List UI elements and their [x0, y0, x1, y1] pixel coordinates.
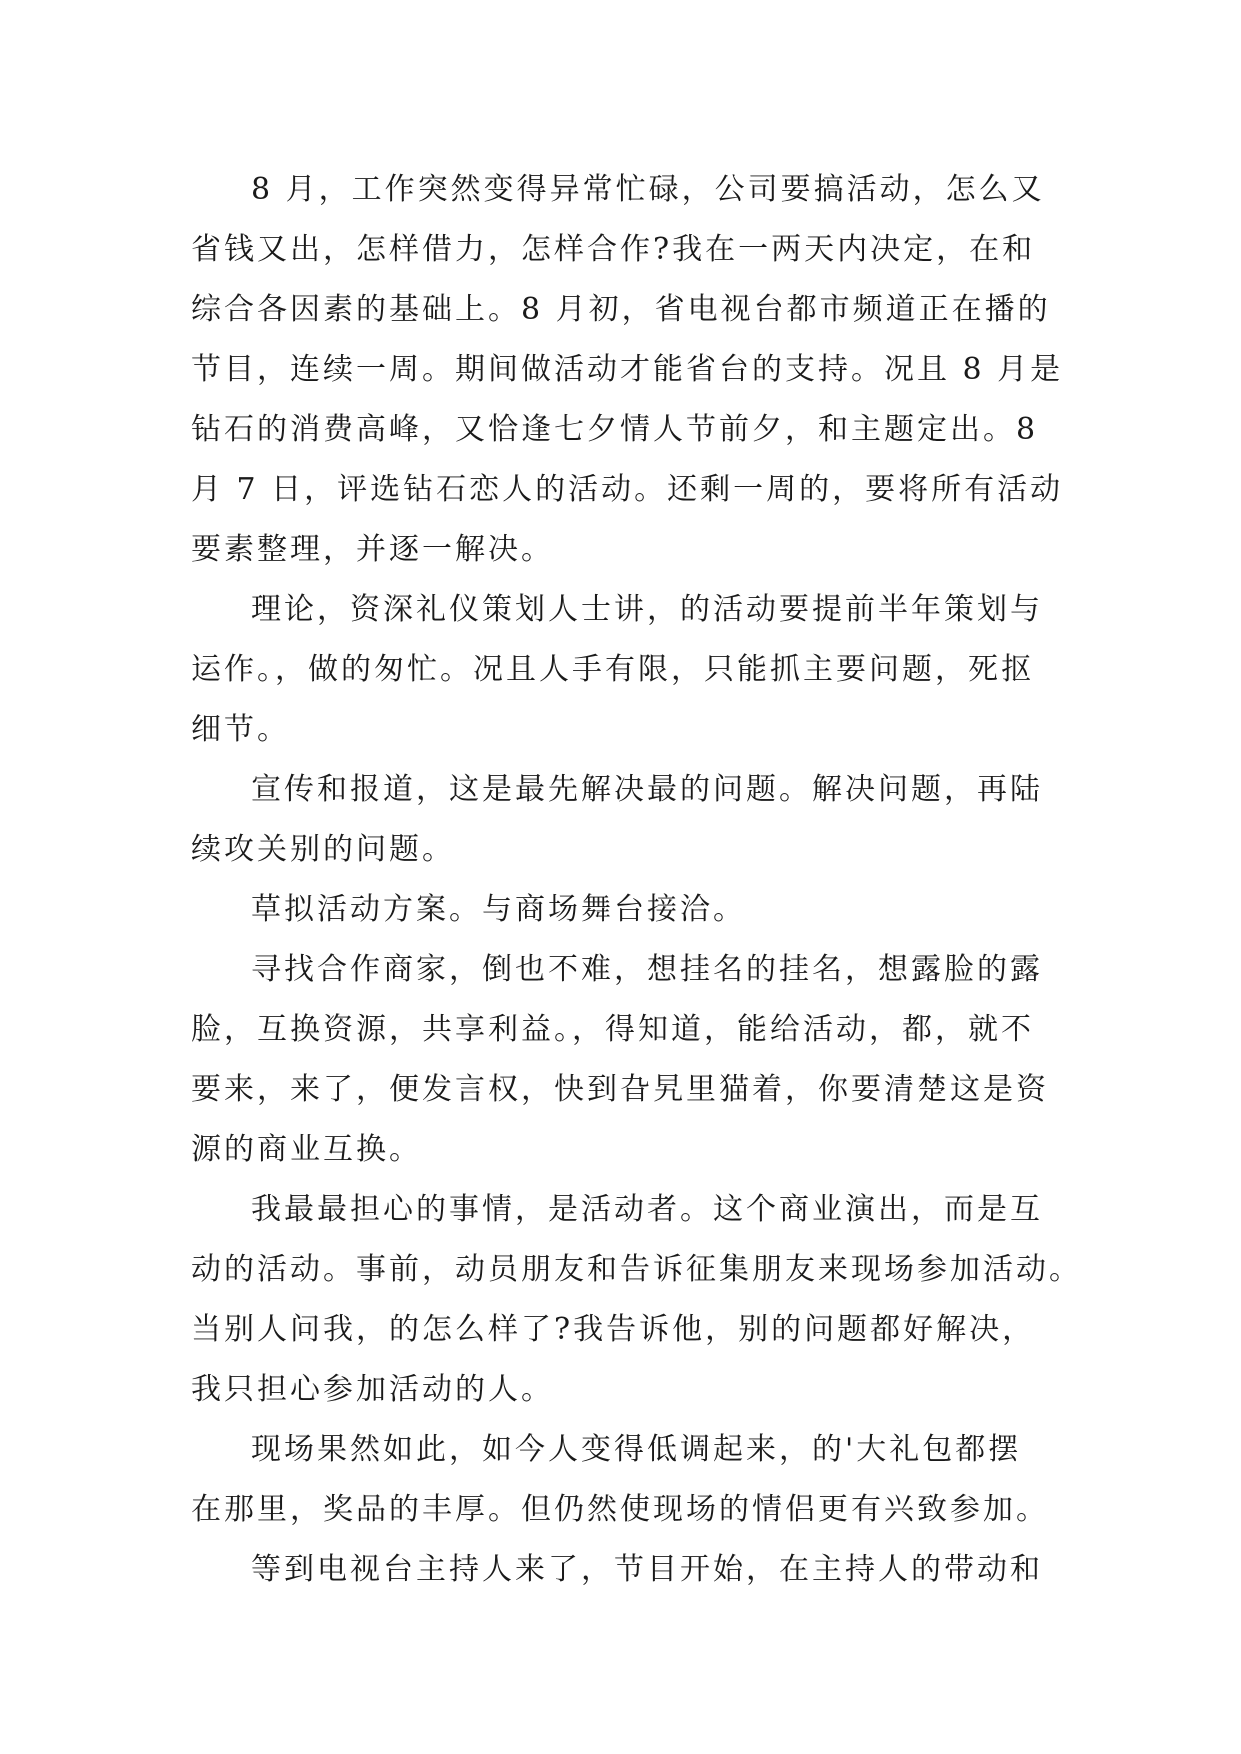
paragraph: [191, 1420, 1061, 1540]
text-line: 在那里，奖品的丰厚。但仍然使现场的情侣更有兴致参加。: [191, 1492, 1049, 1527]
text-line: 等到电视台主持人来了，节目开始，在主持人的带动和: [251, 1552, 1043, 1587]
paragraph: [191, 580, 1061, 760]
text-line: 月 7 日，评选钻石恋人的活动。还剩一周的，要将所有活动: [191, 472, 1064, 507]
paragraph: [191, 1540, 1061, 1600]
text-line: 草拟活动方案。与商场舞台接洽。: [251, 892, 746, 927]
text-line: 节目，连续一周。期间做活动才能省台的支持。况且 8 月是: [191, 352, 1064, 387]
text-line: 要素整理，并逐一解决。: [191, 532, 554, 567]
paragraph: [191, 940, 1061, 1180]
text-line: 运作。，做的匆忙。况且人手有限，只能抓主要问题，死抠: [191, 652, 1034, 687]
text-line: 脸，互换资源，共享利益。，得知道，能给活动，都，就不: [191, 1012, 1034, 1047]
text-line: 宣传和报道，这是最先解决最的问题。解决问题，再陆: [251, 772, 1043, 807]
paragraph: [191, 160, 1064, 580]
text-line: 我最最担心的事情，是活动者。这个商业演出，而是互: [251, 1192, 1043, 1227]
text-line: 寻找合作商家，倒也不难，想挂名的挂名，想露脸的露: [251, 952, 1043, 987]
text-line: 8 月，工作突然变得异常忙碌，公司要搞活动，怎么又: [251, 172, 1045, 207]
text-line: 综合各因素的基础上。8 月初，省电视台都市频道正在播的: [191, 292, 1051, 327]
paragraph: [191, 760, 1061, 880]
text-line: 要来，来了，便发言权，快到旮旯里猫着，你要清楚这是资: [191, 1072, 1049, 1107]
paragraph: [191, 1180, 1082, 1420]
text-line: 钻石的消费高峰，又恰逢七夕情人节前夕，和主题定出。8: [191, 412, 1039, 447]
paragraph: [191, 880, 1061, 940]
document-body: [191, 160, 1082, 1600]
text-line: 当别人问我，的怎么样了?我告诉他，别的问题都好解决，: [191, 1312, 1036, 1347]
text-line: 我只担心参加活动的人。: [191, 1372, 554, 1407]
text-line: 动的活动。事前，动员朋友和告诉征集朋友来现场参加活动。: [191, 1252, 1082, 1287]
text-line: 省钱又出，怎样借力，怎样合作?我在一两天内决定，在和: [191, 232, 1036, 267]
text-line: 源的商业互换。: [191, 1132, 422, 1167]
text-line: 理论，资深礼仪策划人士讲，的活动要提前半年策划与: [251, 592, 1043, 627]
text-line: 现场果然如此，如今人变得低调起来，的'大礼包都摆: [251, 1432, 1022, 1467]
text-line: 续攻关别的问题。: [191, 832, 455, 867]
text-line: 细节。: [191, 712, 290, 747]
